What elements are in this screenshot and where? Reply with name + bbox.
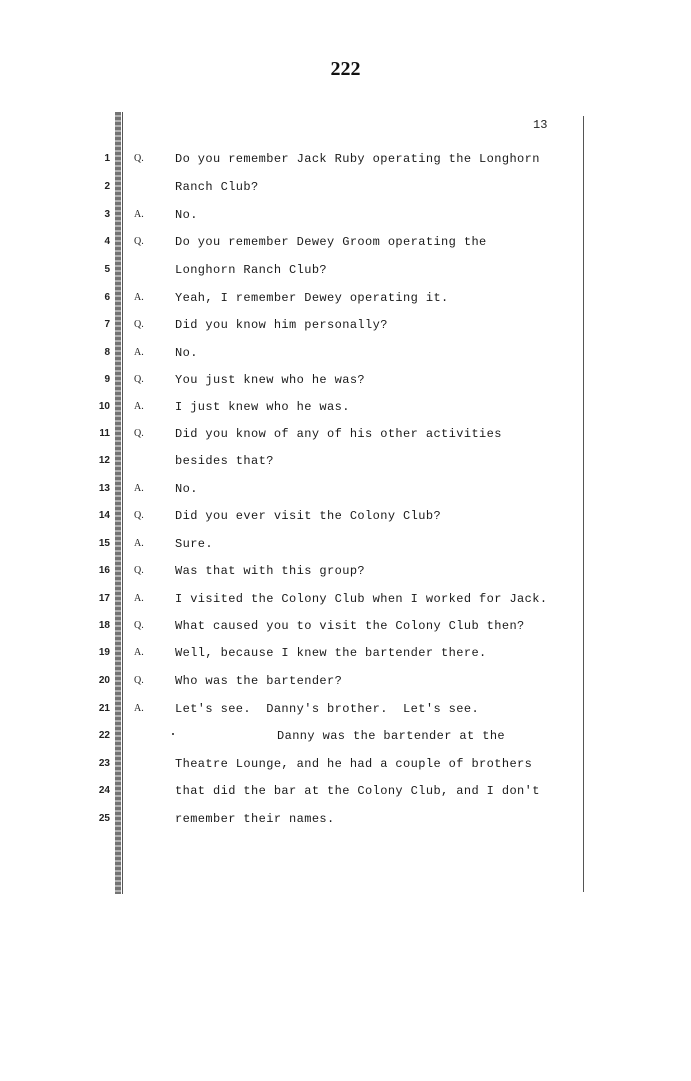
line-number: 9 — [104, 374, 110, 385]
line-number: 6 — [104, 292, 110, 303]
line-text: I visited the Colony Club when I worked for Jack. — [175, 592, 548, 606]
speaker-label: Q. — [134, 428, 144, 439]
speaker-label: Q. — [134, 153, 144, 164]
line-text: Did you know him personally? — [175, 318, 388, 332]
speaker-label: Q. — [134, 319, 144, 330]
line-text: Do you remember Jack Ruby operating the Longhorn — [175, 152, 540, 166]
speaker-label: Q. — [134, 675, 144, 686]
line-text: Was that with this group? — [175, 564, 366, 578]
line-number: 11 — [99, 428, 110, 439]
line-text: No. — [175, 346, 198, 360]
line-number: 5 — [104, 264, 110, 275]
speaker-label: A. — [134, 292, 144, 303]
line-number: 17 — [98, 593, 110, 604]
line-number: 15 — [98, 538, 110, 549]
line-number: 23 — [98, 758, 110, 769]
line-number: 10 — [98, 401, 110, 412]
line-number: 16 — [98, 565, 110, 576]
line-text: You just knew who he was? — [175, 373, 366, 387]
line-number: 20 — [98, 675, 110, 686]
speaker-label: A. — [134, 538, 144, 549]
line-text: Ranch Club? — [175, 180, 259, 194]
line-number: 4 — [104, 236, 110, 247]
line-number: 3 — [104, 209, 110, 220]
left-margin-rule-inner — [122, 112, 123, 894]
line-number: 24 — [98, 785, 110, 796]
speaker-label: A. — [134, 703, 144, 714]
line-text: Do you remember Dewey Groom operating the — [175, 235, 487, 249]
line-text: No. — [175, 482, 198, 496]
speaker-label: A. — [134, 401, 144, 412]
line-text: that did the bar at the Colony Club, and I don't — [175, 784, 540, 798]
line-number: 7 — [104, 319, 110, 330]
line-text: Let's see. Danny's brother. Let's see. — [175, 702, 480, 716]
line-number: 13 — [98, 483, 110, 494]
speaker-label: A. — [134, 647, 144, 658]
speaker-label: Q. — [134, 620, 144, 631]
speaker-label: Q. — [134, 510, 144, 521]
line-number: 19 — [98, 647, 110, 658]
line-text: besides that? — [175, 454, 274, 468]
line-number: 18 — [98, 620, 110, 631]
line-number: 14 — [98, 510, 110, 521]
speaker-label: A. — [134, 593, 144, 604]
stray-mark — [172, 733, 174, 735]
line-text: Longhorn Ranch Club? — [175, 263, 328, 277]
speaker-label: A. — [134, 483, 144, 494]
line-number: 22 — [98, 730, 110, 741]
left-margin-rule — [115, 112, 121, 894]
line-number: 1 — [104, 153, 110, 164]
line-text: Yeah, I remember Dewey operating it. — [175, 291, 449, 305]
page-number: 222 — [330, 58, 361, 80]
speaker-label: Q. — [134, 236, 144, 247]
right-margin-rule — [583, 116, 584, 892]
speaker-label: A. — [134, 347, 144, 358]
line-number: 21 — [98, 703, 110, 714]
line-text: I just knew who he was. — [175, 400, 350, 414]
line-text: Who was the bartender? — [175, 674, 343, 688]
line-text: What caused you to visit the Colony Club then? — [175, 619, 525, 633]
line-text: Sure. — [175, 537, 214, 551]
line-number: 2 — [104, 181, 110, 192]
line-text: Theatre Lounge, and he had a couple of brothers — [175, 757, 533, 771]
line-text: Well, because I knew the bartender there. — [175, 646, 487, 660]
line-text: Did you know of any of his other activities — [175, 427, 502, 441]
speaker-label: Q. — [134, 374, 144, 385]
speaker-label: Q. — [134, 565, 144, 576]
line-text: Danny was the bartender at the — [277, 729, 506, 743]
line-number: 25 — [98, 813, 110, 824]
line-number: 8 — [104, 347, 110, 358]
line-number: 12 — [98, 455, 110, 466]
line-text: No. — [175, 208, 198, 222]
transcript-page-number: 13 — [533, 118, 548, 132]
speaker-label: A. — [134, 209, 144, 220]
line-text: remember their names. — [175, 812, 335, 826]
line-text: Did you ever visit the Colony Club? — [175, 509, 442, 523]
